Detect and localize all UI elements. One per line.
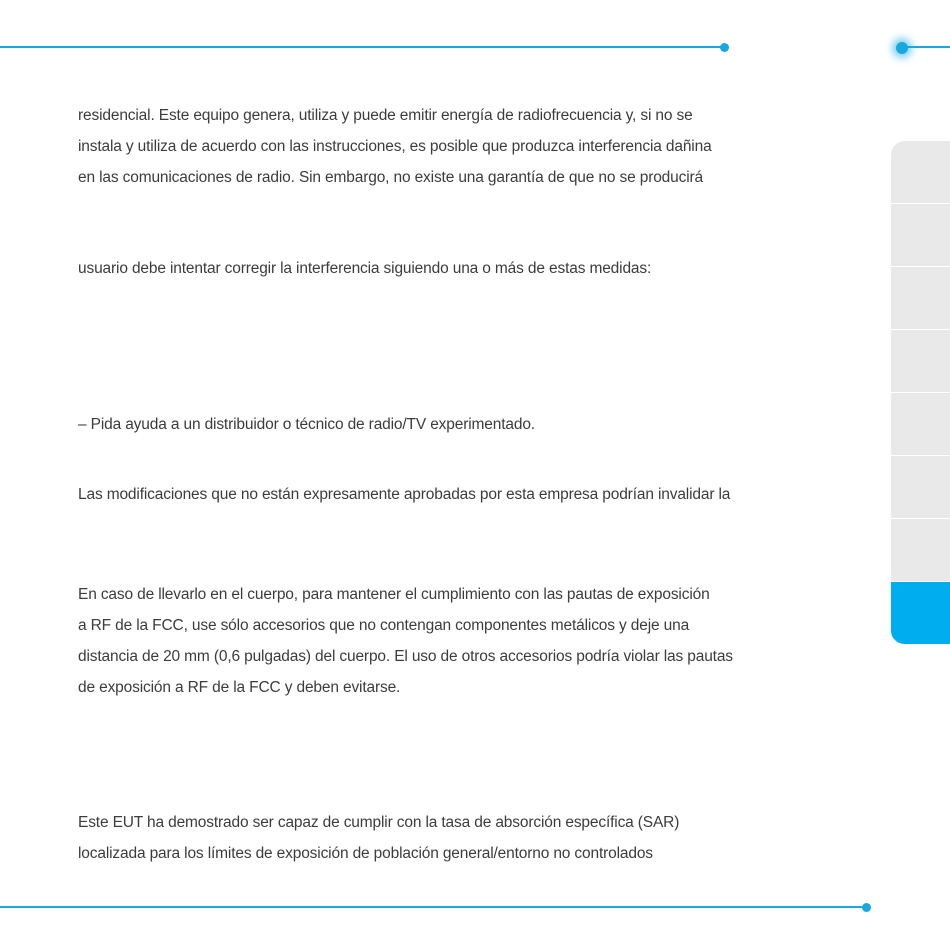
side-tab-8-active[interactable] bbox=[891, 582, 950, 645]
side-tab-7[interactable] bbox=[891, 519, 950, 582]
top-rule-right-glow-dot bbox=[896, 42, 908, 54]
text-line: Este EUT ha demostrado ser capaz de cumplir con la tasa de absorción específica (SAR) bbox=[78, 814, 680, 831]
side-chapter-tabs bbox=[891, 141, 950, 645]
side-tab-6[interactable] bbox=[891, 456, 950, 519]
text-line: usuario debe intentar corregir la interferencia siguiendo una o más de estas medidas: bbox=[78, 260, 652, 277]
top-rule-left-end-dot bbox=[720, 43, 729, 52]
text-line: de exposición a RF de la FCC y deben evitarse. bbox=[78, 679, 401, 696]
text-line: en las comunicaciones de radio. Sin embargo, no existe una garantía de que no se producirá bbox=[78, 169, 703, 186]
top-rule-left bbox=[0, 46, 724, 48]
side-tab-2[interactable] bbox=[891, 204, 950, 267]
side-tab-1[interactable] bbox=[891, 141, 950, 204]
side-tab-5[interactable] bbox=[891, 393, 950, 456]
text-line: En caso de llevarlo en el cuerpo, para mantener el cumplimiento con las pautas de exposición bbox=[78, 586, 710, 603]
side-tab-4[interactable] bbox=[891, 330, 950, 393]
text-line: instala y utiliza de acuerdo con las instrucciones, es posible que produzca interferencia dañina bbox=[78, 138, 712, 155]
text-line: distancia de 20 mm (0,6 pulgadas) del cuerpo. El uso de otros accesorios podría violar las pautas bbox=[78, 648, 733, 665]
text-line: Las modificaciones que no están expresamente aprobadas por esta empresa podrían invalidar la bbox=[78, 486, 731, 503]
side-tab-3[interactable] bbox=[891, 267, 950, 330]
text-line: – Pida ayuda a un distribuidor o técnico de radio/TV experimentado. bbox=[78, 416, 535, 433]
bottom-rule-end-dot bbox=[862, 903, 871, 912]
text-line: localizada para los límites de exposición de población general/entorno no controlados bbox=[78, 845, 653, 862]
top-rule-right bbox=[902, 46, 950, 48]
bottom-rule bbox=[0, 906, 866, 908]
text-line: a RF de la FCC, use sólo accesorios que no contengan componentes metálicos y deje una bbox=[78, 617, 690, 634]
text-line: residencial. Este equipo genera, utiliza y puede emitir energía de radiofrecuencia y, si no se bbox=[78, 107, 693, 124]
